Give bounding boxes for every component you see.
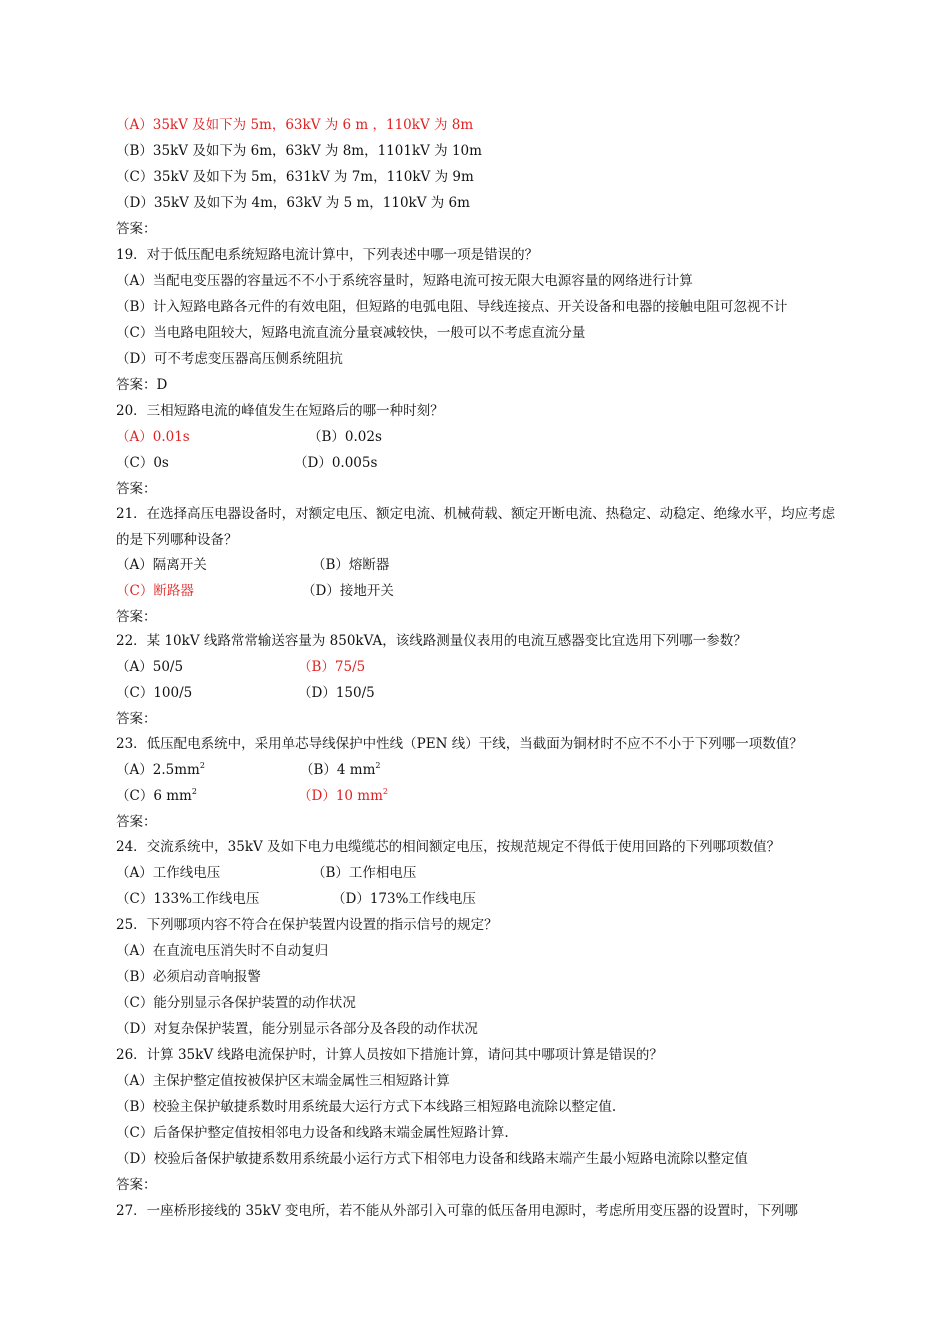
q19-option-c: （C）当电路电阻较大，短路电流直流分量衰减较快，一般可以不考虑直流分量 [116,325,586,341]
q22-option-b: （B）75/5 [298,659,366,675]
q24-option-b: （B）工作相电压 [312,865,417,881]
q20-question: 20．三相短路电流的峰值发生在短路后的哪一种时刻？ [116,403,444,419]
q23-answer: 答案： [116,814,157,830]
q22-question: 22．某 10kV 线路常常输送容量为 850kVA，该线路测量仪表用的电流互感器变比宜选用下列哪一参数？ [116,633,747,649]
q26-option-b: （B）校验主保护敏捷系数时用系统最大运行方式下本线路三相短路电流除以整定值. [116,1099,617,1115]
q22-option-a: （A）50/5 [116,659,184,675]
q21-question: 21．在选择高压电器设备时，对额定电压、额定电流、机械荷载、额定开断电流、热稳定、动稳定、绝缘水平，均应考虑的是下列哪种设备？ [116,506,836,548]
q26-answer: 答案： [116,1177,157,1193]
q18-option-c: （C）35kV 及如下为 5m，631kV 为 7m，110kV 为 9m [116,169,474,185]
q22-answer: 答案： [116,711,157,727]
q20-option-b: （B）0.02s [308,429,382,445]
q23-option-b: （B）4 $mm^2$ [300,761,381,778]
q20-option-d: （D）0.005s [294,455,378,471]
q18-option-b: （B）35kV 及如下为 6m，63kV 为 8m，1101kV 为 10m [116,143,482,159]
q19-question: 19．对于低压配电系统短路电流计算中，下列表述中哪一项是错误的？ [116,247,539,263]
q18-option-d: （D）35kV 及如下为 4m，63kV 为 5 m，110kV 为 6m [116,195,470,211]
q24-option-c: （C）133%工作线电压 [116,891,260,907]
q23-options-row-1 [116,757,842,783]
q21-option-b: （B）熔断器 [312,557,390,573]
q20-options-row-1 [116,424,842,450]
q26-option-a: （A）主保护整定值按被保护区末端金属性三相短路计算 [116,1073,450,1089]
q24-option-a: （A）工作线电压 [116,865,221,881]
q19-answer: 答案：D [116,377,168,393]
q24-question: 24．交流系统中，35kV 及如下电力电缆缆芯的相间额定电压，按规范规定不得低于使用回路的下列哪项数值？ [116,839,781,855]
q18-option-a: （A）35kV 及如下为 5m，63kV 为 6 m ，110kV 为 8m [116,117,474,133]
q25-question: 25．下列哪项内容不符合在保护装置内设置的指示信号的规定？ [116,917,498,933]
q27-question: 27．一座桥形接线的 35kV 变电所，若不能从外部引入可靠的低压备用电源时，考虑所用变压器的设置时，下列哪 [116,1203,798,1219]
q26-option-c: （C）后备保护整定值按相邻电力设备和线路末端金属性短路计算. [116,1125,509,1141]
q20-option-c: （C）0s [116,455,169,471]
q21-option-d: （D）接地开关 [302,583,394,599]
q20-answer: 答案： [116,481,157,497]
q19-option-d: （D）可不考虑变压器高压侧系统阻抗 [116,351,343,367]
q24-options-row-1 [116,860,842,886]
q25-option-c: （C）能分别显示各保护装置的动作状况 [116,995,356,1011]
q25-option-d: （D）对复杂保护装置，能分别显示各部分及各段的动作状况 [116,1021,478,1037]
q21-options-row-2 [116,578,842,604]
q22-options-row-2 [116,680,842,706]
q22-option-c: （C）100/5 [116,685,193,701]
q23-options-row-2 [116,783,842,809]
q23-question: 23．低压配电系统中，采用单芯导线保护中性线（PEN 线）干线，当截面为铜材时不应不不小于下列哪一项数值？ [116,736,803,752]
q19-option-a: （A）当配电变压器的容量远不不小于系统容量时，短路电流可按无限大电源容量的网络进行计算 [116,273,693,289]
q21-answer: 答案： [116,609,157,625]
q21-option-a: （A）隔离开关 [116,557,207,573]
q22-options-row-1 [116,654,842,680]
q24-option-d: （D）173%工作线电压 [332,891,476,907]
q21-options-row-1 [116,552,842,578]
q23-option-a: $(A)2.5mm^2$ [116,761,205,778]
q22-option-d: （D）150/5 [298,685,375,701]
q20-options-row-2 [116,450,842,476]
q21-option-c: （C）断路器 [116,583,194,599]
q19-option-b: （B）计入短路电路各元件的有效电阻，但短路的电弧电阻、导线连接点、开关设备和电器的接触电阻可忽视不计 [116,299,788,315]
q25-option-b: （B）必须启动音响报警 [116,969,261,985]
q25-option-a: （A）在直流电压消失时不自动复归 [116,943,329,959]
q26-question: 26．计算 35kV 线路电流保护时，计算人员按如下措施计算，请问其中哪项计算是错误的？ [116,1047,663,1063]
q24-options-row-2 [116,886,842,912]
q23-option-d: （D）10 $mm^2$ [298,787,388,804]
q18-answer: 答案： [116,221,157,237]
q20-option-a: （A）0.01s [116,429,190,445]
q23-option-c: （C）6 $mm^2$ [116,787,197,804]
q26-option-d: （D）校验后备保护敏捷系数用系统最小运行方式下相邻电力设备和线路末端产生最小短路电流除以整定值 [116,1151,748,1167]
